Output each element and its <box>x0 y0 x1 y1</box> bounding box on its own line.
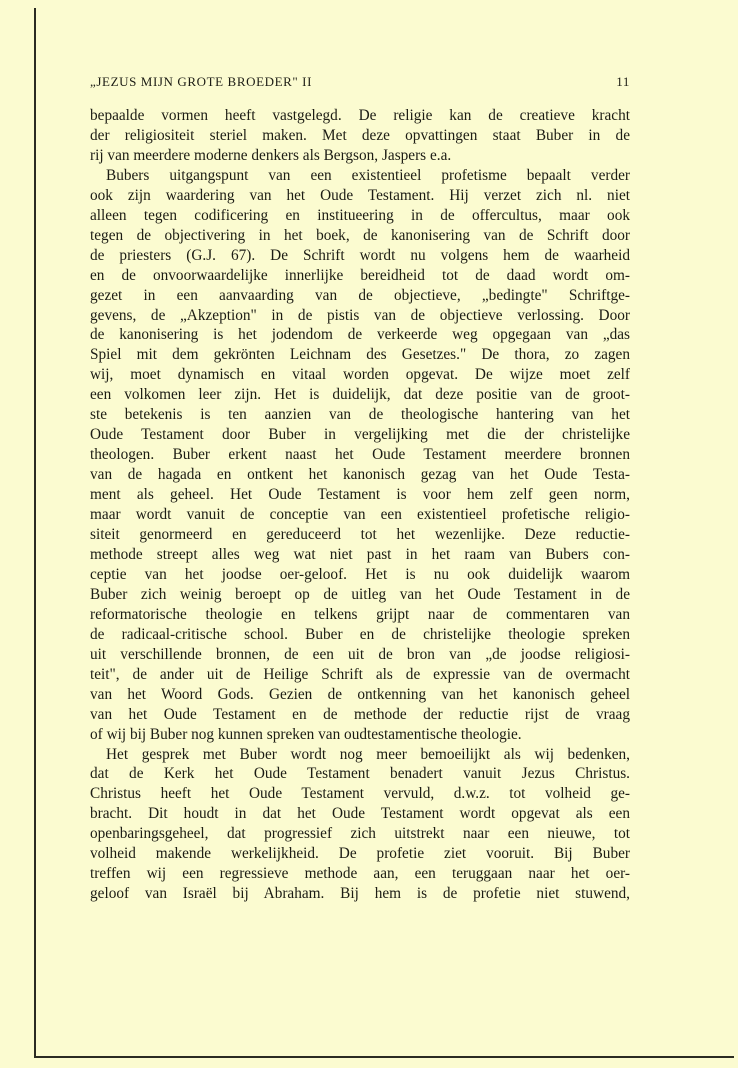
text-line: ook zijn waardering van het Oude Testament. Hij verzet zich nl. niet <box>90 186 630 204</box>
text-line: gevens, de „Akzeption" in de pistis van de objectieve verlossing. Door <box>90 306 630 324</box>
page-number: 11 <box>616 74 630 89</box>
running-header <box>90 74 630 90</box>
text-line: theologen. Buber erkent naast het Oude Testament meerdere bronnen <box>90 446 630 464</box>
text-line: siteit genormeerd en gereduceerd tot het wezenlijke. Deze reductie- <box>90 526 630 544</box>
text-line: de priesters (G.J. 67). De Schrift wordt nu volgens hem de waarheid <box>90 246 630 264</box>
text-line: en de onvoorwaardelijke innerlijke bereidheid tot de daad wordt om- <box>90 266 630 284</box>
text-line: de radicaal-critische school. Buber en de christelijke theologie spreken <box>90 625 630 643</box>
text-line: Buber zich weinig beroept op de uitleg van het Oude Testament in de <box>90 585 630 603</box>
text-line: volheid makende werkelijkheid. De profetie ziet vooruit. Bij Buber <box>90 845 630 863</box>
text-line: of wij bij Buber nog kunnen spreken van oudtestamentische theologie. <box>90 725 522 743</box>
text-line: maar wordt vanuit de conceptie van een existentieel profetische religio- <box>90 506 630 524</box>
text-line: geloof van Israël bij Abraham. Bij hem is de profetie niet stuwend, <box>90 885 630 903</box>
running-title: „JEZUS MIJN GROTE BROEDER" II <box>90 74 313 89</box>
body-text <box>90 106 630 904</box>
text-line: Het gesprek met Buber wordt nog meer bemoeilijkt als wij bedenken, <box>106 745 630 763</box>
text-line: ment als geheel. Het Oude Testament is voor hem zelf geen norm, <box>90 486 630 504</box>
text-line: van de hagada en ontkent het kanonisch gezag van het Oude Testa- <box>90 466 630 484</box>
text-line: Spiel mit dem gekrönten Leichnam des Gesetzes." De thora, zo zagen <box>90 346 630 364</box>
text-line: rij van meerdere moderne denkers als Bergson, Jaspers e.a. <box>90 146 452 164</box>
text-line: teit", de ander uit de Heilige Schrift als de expressie van de overmacht <box>90 665 630 683</box>
text-line: uit verschillende bronnen, de een uit de bron van „de joodse religiosi- <box>90 645 630 663</box>
text-line: bracht. Dit houdt in dat het Oude Testament wordt opgevat als een <box>90 805 630 823</box>
page-edge-left <box>34 8 36 1058</box>
text-line: reformatorische theologie en telkens grijpt naar de commentaren van <box>90 605 630 623</box>
text-line: dat de Kerk het Oude Testament benadert vanuit Jezus Christus. <box>90 765 630 783</box>
text-line: de kanonisering is het jodendom de verkeerde weg opgegaan van „das <box>90 326 630 344</box>
text-line: van het Woord Gods. Gezien de ontkenning van het kanonisch geheel <box>90 685 630 703</box>
text-line: wij, moet dynamisch en vitaal worden opgevat. De wijze moet zelf <box>90 366 630 384</box>
text-line: Oude Testament door Buber in vergelijking met die der christelijke <box>90 426 630 444</box>
text-line: treffen wij een regressieve methode aan, een teruggaan naar het oer- <box>90 865 630 883</box>
text-line: alleen tegen codificering en institueering in de offercultus, maar ook <box>90 206 630 224</box>
text-line: ste betekenis is ten aanzien van de theologische hantering van het <box>90 406 630 424</box>
text-line: tegen de objectivering in het boek, de kanonisering van de Schrift door <box>90 226 630 244</box>
text-line: der religiositeit steriel maken. Met deze opvattingen staat Buber in de <box>90 126 630 144</box>
text-line: Bubers uitgangspunt van een existentieel profetisme bepaalt verder <box>106 166 630 184</box>
text-line: van het Oude Testament en de methode der reductie rijst de vraag <box>90 705 630 723</box>
page-edge-bottom <box>34 1056 734 1058</box>
text-line: Christus heeft het Oude Testament vervuld, d.w.z. tot volheid ge- <box>90 785 630 803</box>
text-line: een volkomen leer zijn. Het is duidelijk, dat deze positie van de groot- <box>90 386 630 404</box>
text-line: ceptie van het joodse oer-geloof. Het is nu ook duidelijk waarom <box>90 565 630 583</box>
text-line: bepaalde vormen heeft vastgelegd. De religie kan de creatieve kracht <box>90 107 630 124</box>
text-line: openbaringsgeheel, dat progressief zich uitstrekt naar een nieuwe, tot <box>90 825 630 843</box>
text-line: methode streept alles weg wat niet past in het raam van Bubers con- <box>90 545 630 563</box>
text-line: gezet in een aanvaarding van de objectieve, „bedingte" Schriftge- <box>90 286 630 304</box>
